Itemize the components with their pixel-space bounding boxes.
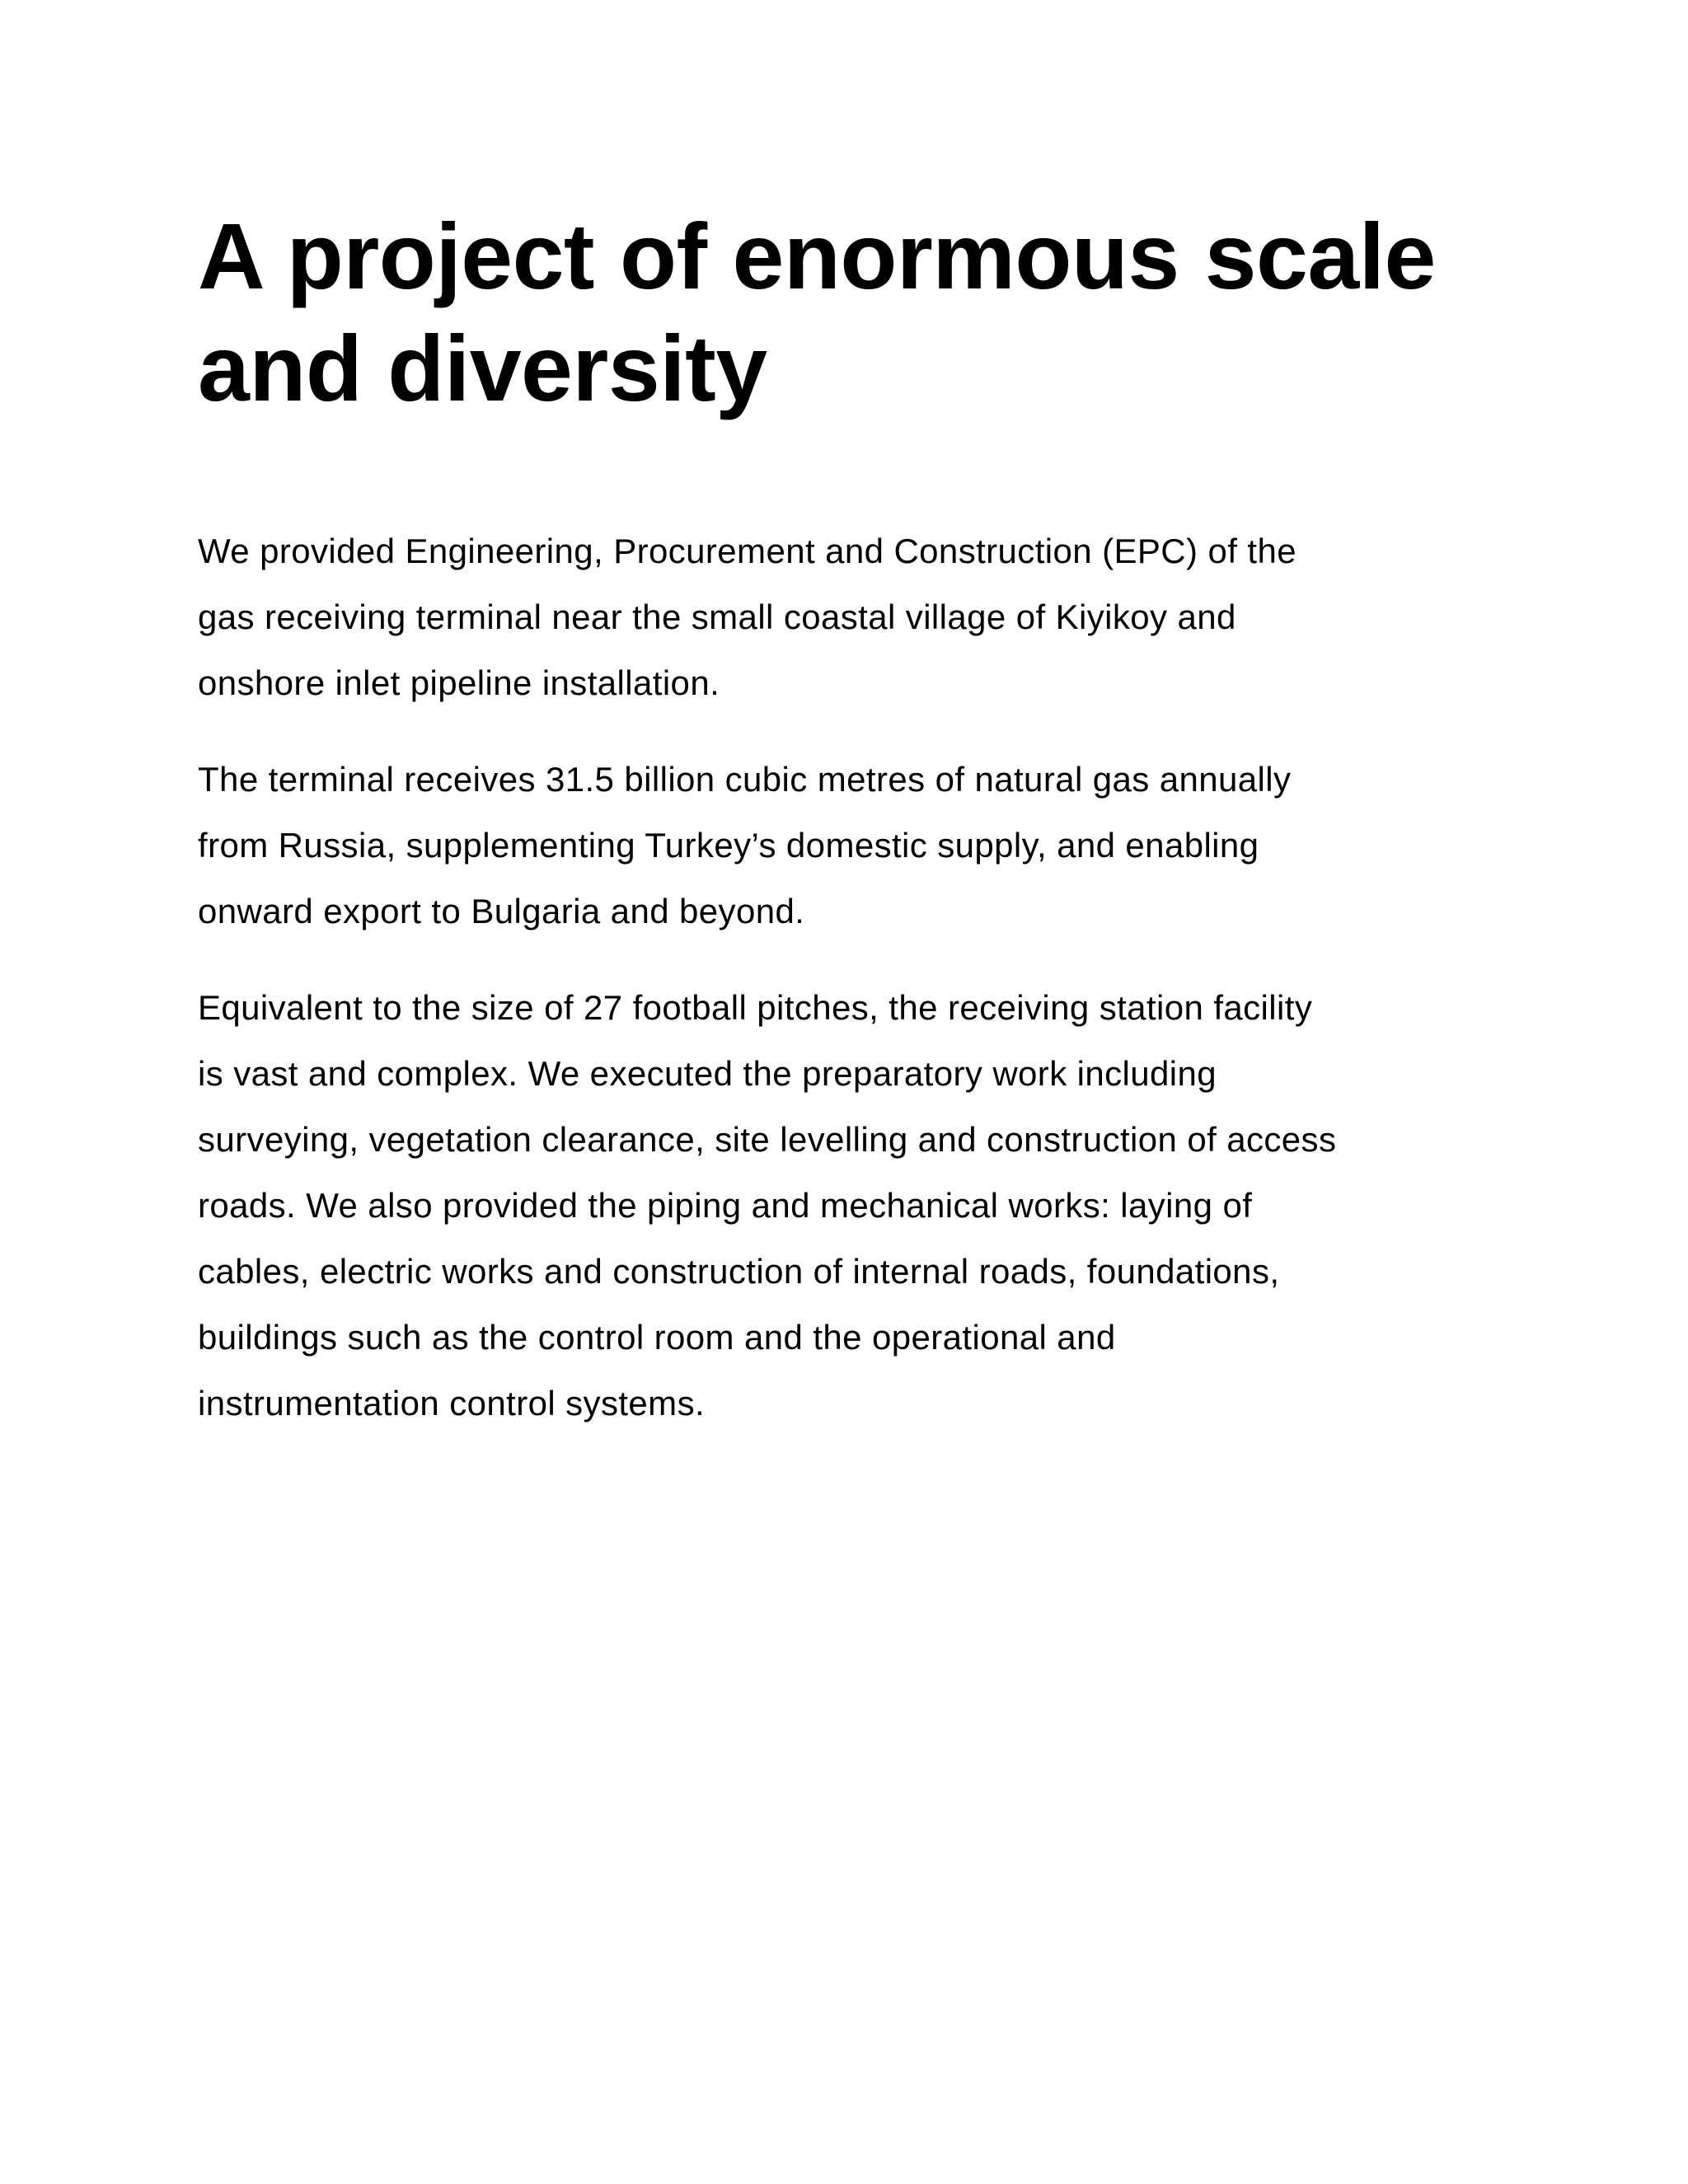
document-page <box>198 0 1517 1467</box>
paragraph-epc-scope <box>198 518 1517 716</box>
text-line: cables, electric works and construction of internal roads, foundations, <box>198 1252 1280 1291</box>
title-line: and diversity <box>198 316 767 420</box>
text-line: surveying, vegetation clearance, site levelling and construction of access <box>198 1120 1337 1159</box>
text-line: The terminal receives 31.5 billion cubic metres of natural gas annually <box>198 760 1292 799</box>
text-line: gas receiving terminal near the small coastal village of Kiyikoy and <box>198 598 1236 636</box>
body-text <box>198 518 1517 1436</box>
text-line: instrumentation control systems. <box>198 1384 706 1422</box>
text-line: onshore inlet pipeline installation. <box>198 663 720 702</box>
paragraph-facility-works <box>198 975 1517 1436</box>
text-line: Equivalent to the size of 27 football pitches, the receiving station facility <box>198 988 1313 1027</box>
text-line: We provided Engineering, Procurement and Construction (EPC) of the <box>198 532 1296 570</box>
text-line: from Russia, supplementing Turkey’s domestic supply, and enabling <box>198 826 1259 865</box>
text-line: roads. We also provided the piping and mechanical works: laying of <box>198 1186 1253 1225</box>
text-line: onward export to Bulgaria and beyond. <box>198 892 805 930</box>
page-title <box>198 0 1517 424</box>
text-line: buildings such as the control room and the operational and <box>198 1318 1116 1357</box>
title-line: A project of enormous scale <box>198 204 1436 308</box>
paragraph-terminal-capacity <box>198 747 1517 944</box>
text-line: is vast and complex. We executed the preparatory work including <box>198 1054 1217 1093</box>
